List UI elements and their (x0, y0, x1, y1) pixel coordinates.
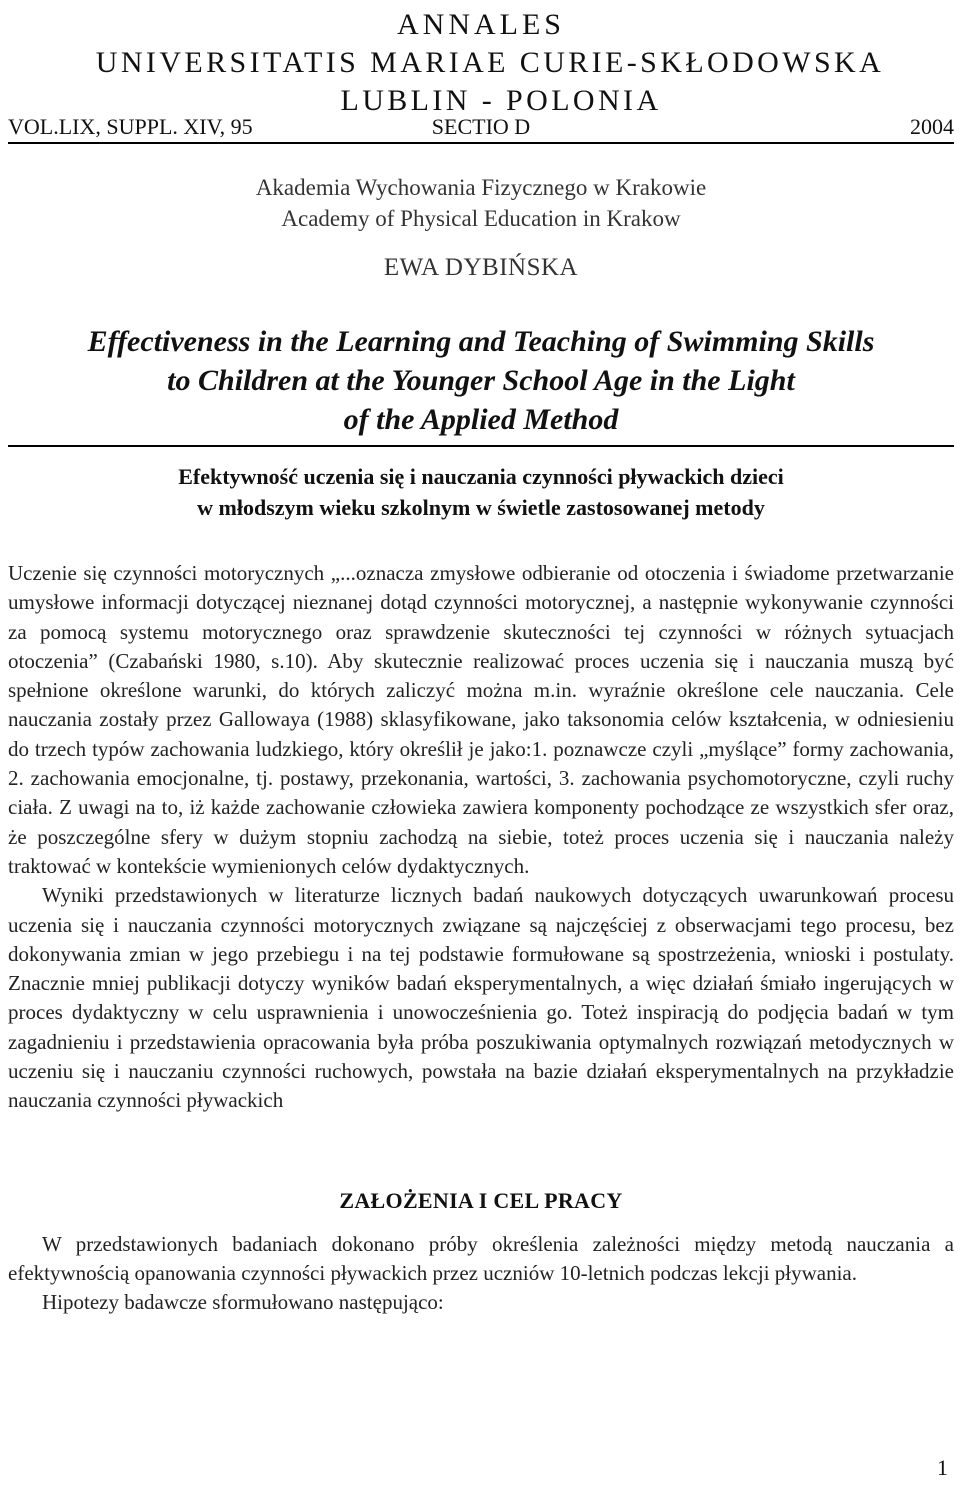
section-paragraph-2: Hipotezy badawcze sformułowano następująco: (42, 1290, 444, 1315)
journal-title-line1: ANNALES (397, 8, 565, 41)
section-info: SECTIO D (431, 114, 531, 139)
journal-title-line2: UNIVERSITATIS MARIAE CURIE-SKŁODOWSKA (95, 46, 885, 79)
english-title (8, 322, 954, 447)
institution-english: Academy of Physical Education in Krakow (281, 206, 681, 231)
institution-polish: Akademia Wychowania Fizycznego w Krakowie (255, 175, 707, 200)
section-paragraph-1: W przedstawionych badaniach dokonano próby określenia zależności między metodą nauczania a efektywnością opanowania czynności pływackich przez uczniów 10-letnich podczas lekcji pływania. (8, 1231, 954, 1285)
section-body (8, 1230, 954, 1318)
polish-title-line2: w młodszym wieku szkolnym w świetle zastosowanej metody (197, 495, 765, 520)
body-paragraph-2: Wyniki przedstawionych w literaturze licznych badań naukowych dotyczących uwarunkowań procesu uczenia się i nauczania czynności motorycznych związane są najczęściej z obserwacjami tego procesu, bez dokonywania zmian w jego przebiegu i na tej podstawie formułowane są spostrzeżenia, wnioski i postulaty. Znacznie mniej publikacji dotyczy wyników badań eksperymentalnych, a więc działań śmiało ingerujących w proces dydaktyczny w celu usprawnienia i unowocześnienia go. Toteż inspiracją do podjęcia badań w tym zagadnieniu i przedstawienia opracowania była próba poszukiwania optymalnych rozwiązań metodycznych w uczeniu się i nauczaniu czynności ruchowych, powstała na bazie działań eksperymentalnych na przykładzie nauczania czynności pływackich (8, 883, 954, 1113)
page-number: 1 (937, 1455, 948, 1480)
volume-info: VOL.LIX, SUPPL. XIV, 95 (8, 114, 253, 139)
section-heading: ZAŁOŻENIA I CEL PRACY (339, 1187, 623, 1213)
english-title-line3: of the Applied Method (343, 403, 619, 436)
english-title-line1: Effectiveness in the Learning and Teaching of Swimming Skills (87, 325, 875, 358)
polish-title (8, 461, 954, 523)
body-paragraph-1: Uczenie się czynności motorycznych „...oznacza zmysłowe odbieranie od otoczenia i świadome przetwarzanie umysłowe informacji dotyczącej nieznanej dotąd czynności motorycznej, a następnie wykonywanie czynności za pomocą systemu motorycznego oraz sprawdzenie skuteczności tej czynności w różnych sytuacjach otoczenia” (Czabański 1980, s.10). Aby skutecznie realizować proces uczenia się i nauczania muszą być spełnione określone warunki, do których zaliczyć można m.in. wyraźnie określone cele nauczania. Cele nauczania zostały przez Gallowaya (1988) sklasyfikowane, jako taksonomia celów kształcenia, w odniesieniu do trzech typów zachowania ludzkiego, który określił je jako:1. poznawcze czyli „myślące” formy zachowania, 2. zachowania emocjonalne, tj. postawy, przekonania, wartości, 3. zachowania psychomotoryczne, czyli ruchy ciała. Z uwagi na to, iż każde zachowanie człowieka zawiera komponenty pochodzące ze wszystkich sfer oraz, że poszczególne sfery w dużym stopniu zachodzą na siebie, toteż proces uczenia się i nauczania należy traktować w kontekście wymienionych celów dydaktycznych. (8, 561, 954, 878)
journal-title-line3: LUBLIN - POLONIA (340, 84, 662, 117)
body-text (8, 559, 954, 1116)
article-page (8, 0, 954, 1494)
author-name: EWA DYBIŃSKA (383, 254, 579, 281)
english-title-line2: to Children at the Younger School Age in the Light (167, 364, 795, 397)
polish-title-line1: Efektywność uczenia się i nauczania czynności pływackich dzieci (178, 464, 784, 489)
volume-row (8, 112, 954, 144)
year-info: 2004 (910, 114, 954, 139)
